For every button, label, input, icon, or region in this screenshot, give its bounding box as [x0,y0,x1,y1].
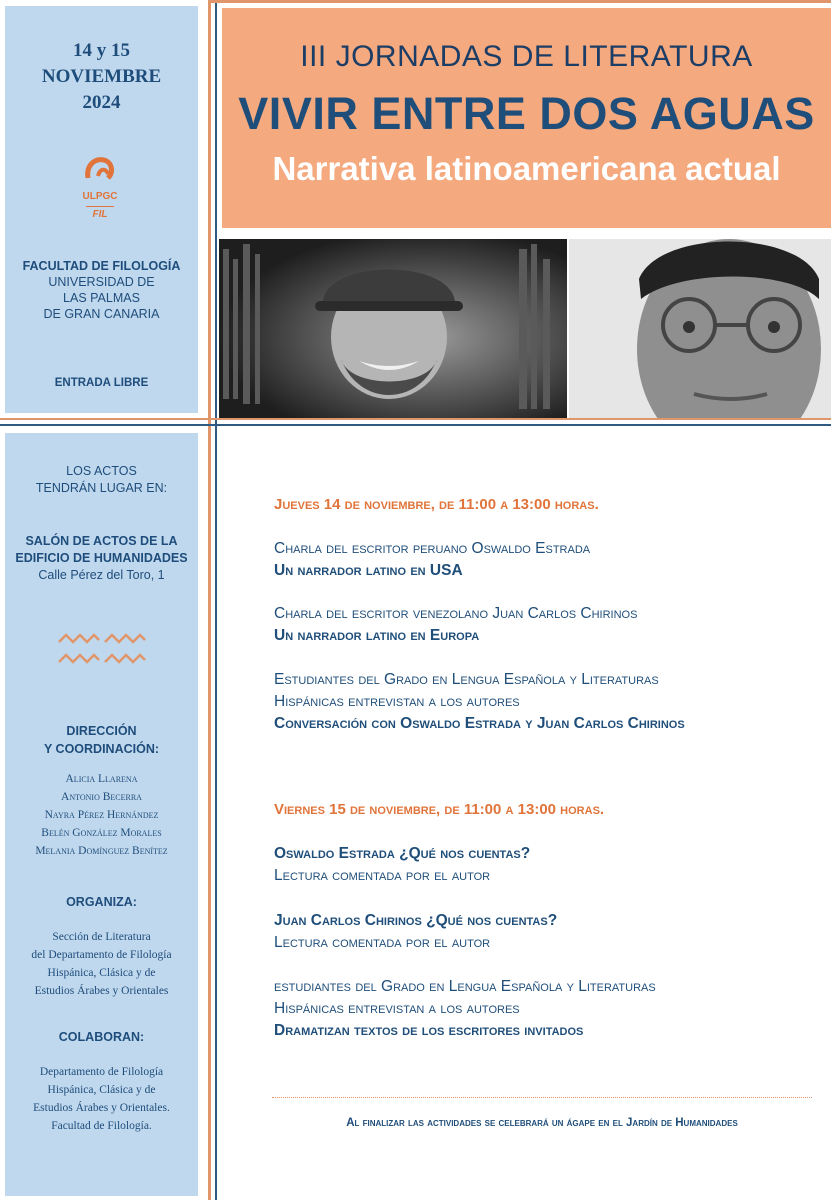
faculty-block: FACULTAD DE FILOLOGÍA UNIVERSIDAD DE LAS PALMAS DE GRAN CANARIA [22,259,181,321]
fil-logo-text: FIL [92,209,108,220]
footer-dotted-rule [272,1097,812,1098]
top-rule [211,0,831,3]
divider-vertical-orange [208,0,211,1200]
event-title: VIVIR ENTRE DOS AGUAS [238,88,815,139]
waves-icon [5,632,198,668]
event-subtitle: Narrativa latinoamericana actual [272,150,781,187]
ulpgc-logo-text: ULPGC [82,191,118,202]
collaborators-text: Departamento de Filología Hispánica, Clásica y de Estudios Árabes y Orientales. Facultad de Filología. [33,1066,170,1132]
ulpgc-logo-icon [80,150,120,190]
drama-description-1: estudiantes del Grado en Lengua Española y Literaturas [274,978,656,995]
divider-horizontal-blue [0,424,831,426]
drama-description-2: Hispánicas entrevistan a los autores [274,1000,520,1017]
reading-1-description: Lectura comentada por el autor [274,867,491,884]
talk-1-description: Charla del escritor peruano Oswaldo Estrada [274,540,591,557]
day-2-heading: Viernes 15 de noviembre, de 11:00 a 13:00 horas. [274,801,605,818]
ulpgc-logo [80,150,120,230]
event-supertitle: III JORNADAS DE LITERATURA [300,40,753,73]
talk-3-title: Conversación con Oswaldo Estrada y Juan Carlos Chirinos [274,715,685,732]
list-item: Nayra Pérez Hernández [44,809,159,821]
direction-list [5,770,198,860]
organizer-title: ORGANIZA: [66,895,137,909]
author-photo-left [219,239,567,418]
event-dates: 14 y 15 NOVIEMBRE 2024 [41,40,162,113]
list-item: Antonio Becerra [61,791,142,803]
talk-1-title: Un narrador latino en USA [274,562,463,579]
free-entry-label: ENTRADA LIBRE [54,377,149,389]
list-item: Belén González Morales [41,827,162,839]
list-item: Alicia Llarena [65,773,138,785]
talk-2-title: Un narrador latino en Europa [274,627,480,644]
talk-3-description-2: Hispánicas entrevistan a los autores [274,693,520,710]
drama-title: Dramatizan textos de los escritores invitados [274,1022,584,1039]
reading-2-title: Juan Carlos Chirinos ¿Qué nos cuentas? [274,912,558,929]
reading-2-description: Lectura comentada por el autor [274,934,491,951]
collaborators-title: COLABORAN: [58,1030,145,1044]
talk-2-description: Charla del escritor venezolano Juan Carlos Chirinos [274,605,638,622]
organizer-text: Sección de Literatura del Departamento de Filología Hispánica, Clásica y de Estudios Árabes y Orientales [31,931,172,997]
venue-intro: LOS ACTOS TENDRÁN LUGAR EN: [35,464,168,495]
divider-horizontal-orange [0,418,831,420]
talk-3-description-1: Estudiantes del Grado en Lengua Española y Literaturas [274,671,659,688]
direction-title: DIRECCIÓN Y COORDINACIÓN: [43,724,160,756]
day-1-heading: Jueves 14 de noviembre, de 11:00 a 13:00 horas. [274,496,599,513]
divider-vertical-blue [215,0,217,1200]
venue-block: SALÓN DE ACTOS DE LA EDIFICIO DE HUMANIDADES Calle Pérez del Toro, 1 [15,534,188,582]
list-item: Melania Domínguez Benítez [35,845,168,857]
author-photo-right [569,239,831,418]
reading-1-title: Oswaldo Estrada ¿Qué nos cuentas? [274,845,531,862]
footer-note: Al finalizar las actividades se celebrará un ágape en el Jardín de Humanidades [346,1117,738,1129]
